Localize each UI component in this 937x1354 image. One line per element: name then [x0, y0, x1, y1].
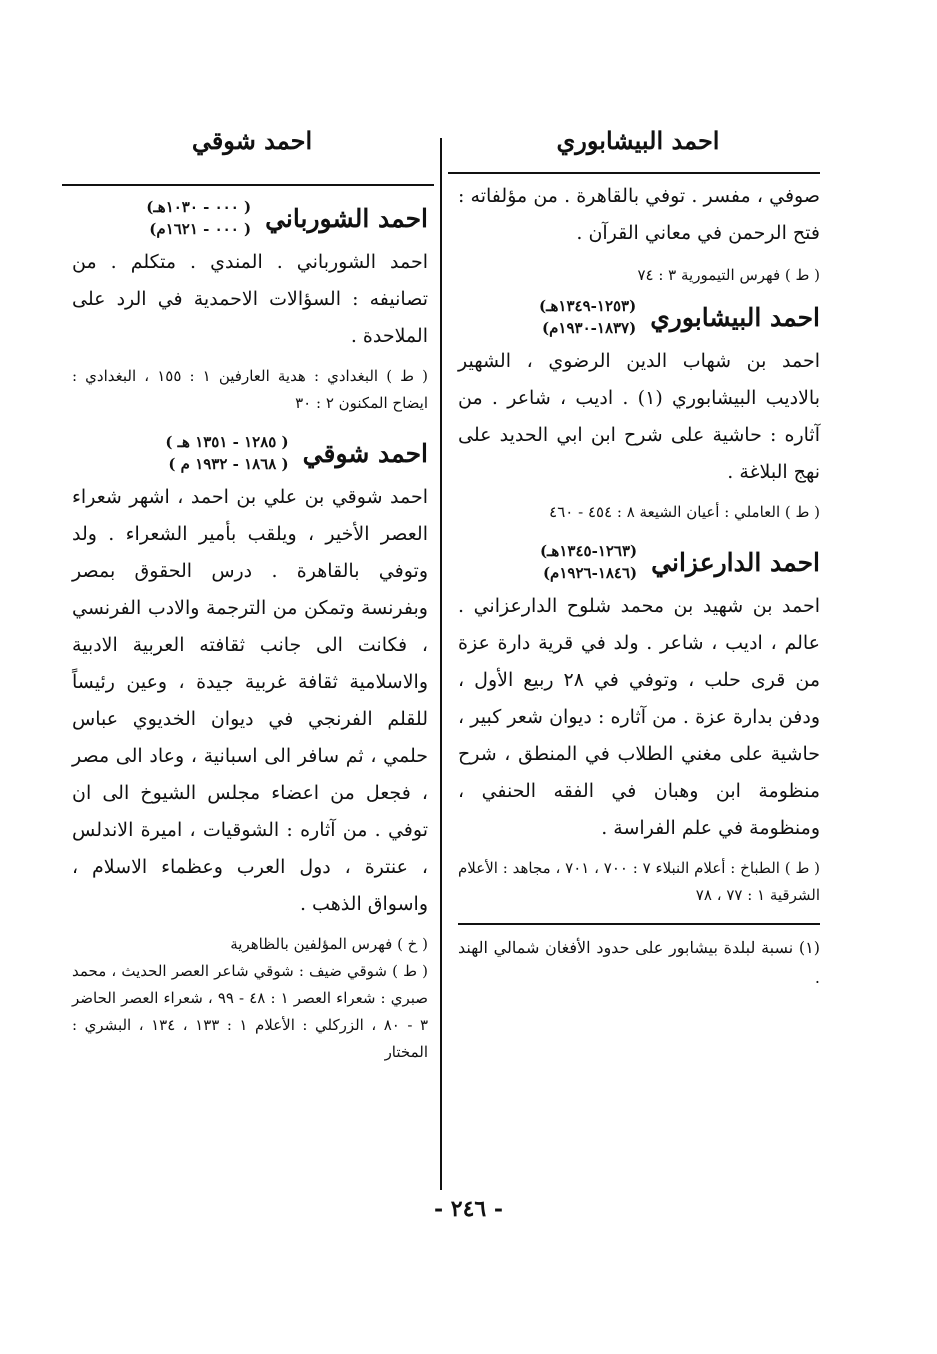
- entry-body: احمد الشورباني . المندي . متكلم . من تصانيفه : السؤالات الاحمدية في الرد على الملاحدة .: [72, 251, 428, 347]
- right-column: [458, 178, 820, 993]
- dates-gregorian: (١٨٤٦-١٩٢٦م): [542, 564, 638, 582]
- entry-dates: [540, 540, 637, 584]
- running-header-right: احمد البيشابوري: [556, 126, 720, 155]
- dates-hijri: ( ١٢٨٥ - ١٣٥١ هـ ): [165, 433, 289, 451]
- entry-name: احمد شوقي: [302, 438, 428, 468]
- entry-reference: ( ط ) الطباخ : أعلام النبلاء ٧ : ٧٠٠ ، ٧٠١ ، مجاهد : الأعلام الشرقية ١ : ٧٧ ، ٧٨: [458, 859, 820, 904]
- header-rule-right: [448, 172, 820, 174]
- entry-heading: [72, 431, 428, 475]
- entry-name: احمد الدارعزاني: [651, 547, 820, 577]
- entry-reference-manuscript: ( خ ) فهرس المؤلفين بالظاهرية: [230, 935, 428, 953]
- entry-shawqi: [72, 431, 428, 1066]
- entry-name: احمد البيشابوري: [650, 302, 820, 332]
- running-header-left: احمد شوقي: [191, 126, 313, 155]
- entry-dates: [165, 431, 288, 475]
- entry-reference-printed: ( ط ) شوقي ضيف : شوقي شاعر العصر الحديث ، محمد صبري : شعراء العصر ١ : ٤٨ - ٩٩ ، شعراء العصر الحاضر ٣ - ٨٠ ، الزركلي : الأعلام ١ : ١٣٣ ، ١٣٤ ، البشري : المختار: [72, 962, 428, 1061]
- entry-heading: [72, 196, 428, 240]
- entry-dates: [146, 196, 251, 240]
- footnote: (١) نسبة لبلدة بيشابور على حدود الأفغان شمالي الهند .: [458, 938, 820, 987]
- entry-reference: ( ط ) العاملي : أعيان الشيعة ٨ : ٤٥٤ - ٤٦٠: [549, 503, 820, 521]
- dates-hijri: (١٢٦٣-١٣٤٥هـ): [539, 542, 638, 560]
- header-rule-left: [62, 184, 434, 186]
- column-divider: [440, 138, 442, 1190]
- dates-gregorian: ( ٠٠٠ - ١٦٢١م): [149, 220, 252, 238]
- entry-darazzani: [458, 540, 820, 909]
- entry-name: احمد الشورباني: [265, 203, 428, 233]
- continued-text: صوفي ، مفسر . توفي بالقاهرة . من مؤلفاته : فتح الرحمن في معاني القرآن .: [458, 185, 820, 244]
- entry-body: احمد بن شهاب الدين الرضوي ، الشهير بالاديب البيشابوري (١) . اديب ، شاعر . من آثاره : حاشية على شرح ابن ابي الحديد على نهج البلاغة .: [458, 350, 821, 483]
- entry-body: احمد بن شهيد بن محمد شلوح الدارعزاني . عالم ، اديب ، شاعر . ولد في قرية دارة عزة من قرى حلب ، وتوفي في ٢٨ ربيع الأول ، ودفن بدارة عزة . من آثاره : ديوان شعر كبير ، حاشية على مغني الطلاب في المنطق ، شرح منظومة ابن وهبان في الفقه الحنفي ، ومنظومة في علم الفراسة .: [458, 595, 820, 839]
- page-number: - ٢٤٦ -: [433, 1196, 504, 1222]
- dates-gregorian: ( ١٨٦٨ - ١٩٣٢ م ): [168, 455, 289, 473]
- entry-shurbani: [72, 196, 428, 417]
- dates-gregorian: (١٨٣٧-١٩٣٠م): [542, 319, 637, 337]
- left-column: [72, 190, 428, 1080]
- entry-heading: [458, 540, 820, 584]
- entry-reference: ( ط ) البغدادي : هدية العارفين ١ : ١٥٥ ، البغدادي : ايضاح المكنون ٢ : ٣٠: [72, 367, 428, 412]
- entry-bishaburi: [458, 295, 820, 526]
- entry-body: احمد شوقي بن علي بن احمد ، اشهر شعراء العصر الأخير ، ويلقب بأمير الشعراء . ولد وتوفي بالقاهرة . درس الحقوق بمصر وبفرنسة وتمكن من الترجمة والادب الفرنسي ، فكانت الى جانب ثقافته العربية الادبية والاسلامية ثقافة غربية جيدة ، وعين رئيساً للقلم الفرنجي في ديوان الخديوي عباس حلمي ، ثم سافر الى اسبانية ، وعاد الى مصر ، فجعل من اعضاء مجلس الشيوخ الى ان توفي . من آثاره : الشوقيات ، اميرة الاندلس ، عنترة ، دول العرب وعظماء الاسلام ، واسواق الذهب .: [72, 486, 428, 915]
- dates-hijri: (١٢٥٣-١٣٤٩هـ): [539, 297, 637, 315]
- entry-dates: [539, 295, 636, 339]
- entry-heading: [458, 295, 820, 339]
- continued-reference: ( ط ) فهرس التيمورية ٣ : ٧٤: [637, 266, 820, 284]
- footnote-rule: [458, 923, 820, 925]
- dates-hijri: ( ٠٠٠ - ١٠٣٠هـ): [146, 198, 252, 216]
